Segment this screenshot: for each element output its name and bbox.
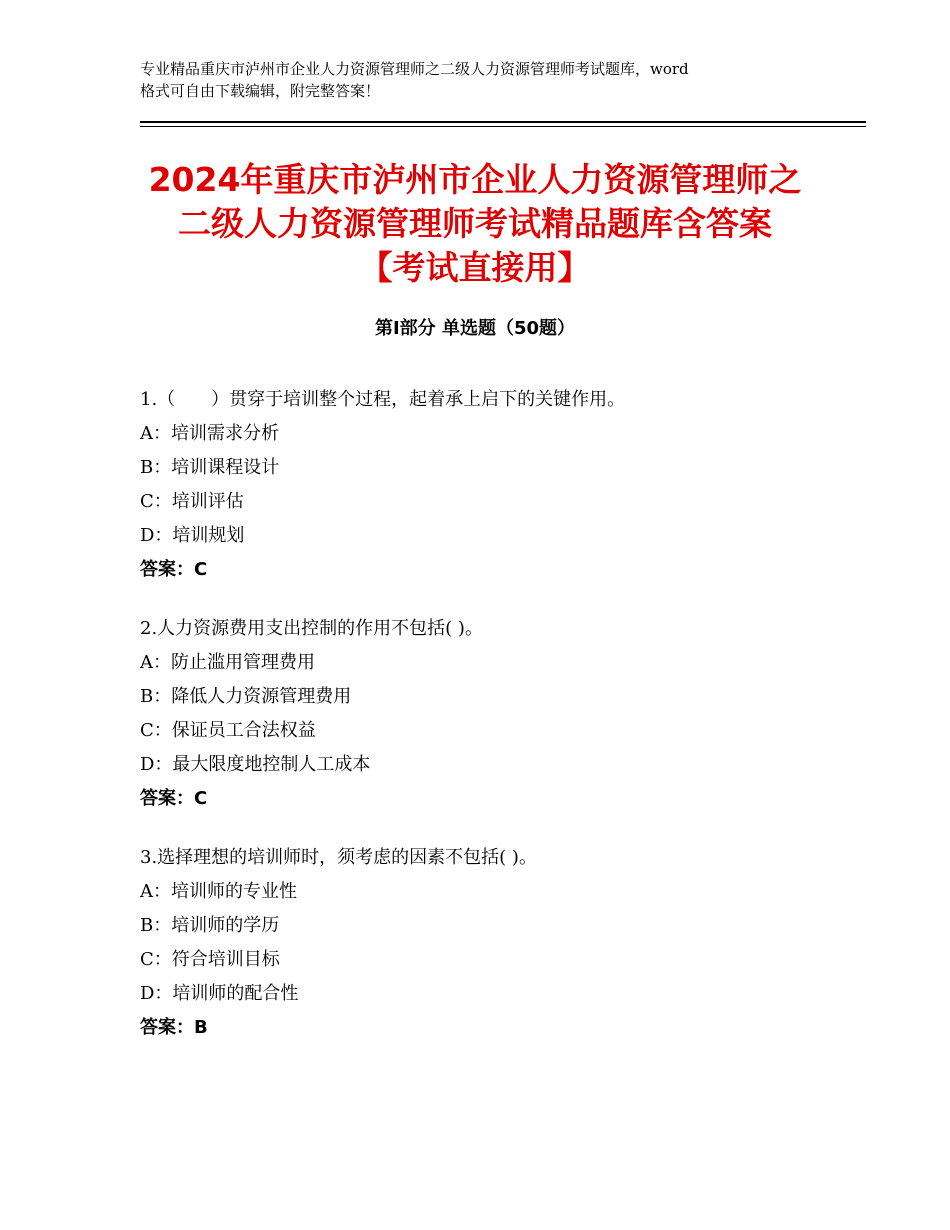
question-3 (140, 841, 860, 1045)
header-note-line-1: 专业精品重庆市泸州市企业人力资源管理师之二级人力资源管理师考试题库，word (140, 60, 689, 78)
title-line-1: 2024年重庆市泸州市企业人力资源管理师之 (148, 160, 802, 199)
document-title (120, 158, 830, 290)
header-rule-thin (140, 126, 866, 127)
title-line-2: 二级人力资源管理师考试精品题库含答案 (178, 204, 772, 243)
option-c: C：符合培训目标 (140, 949, 280, 970)
header-rule-thick (140, 121, 866, 123)
option-a: A：防止滥用管理费用 (140, 652, 315, 673)
question-stem: 3.选择理想的培训师时，须考虑的因素不包括( )。 (140, 847, 537, 868)
option-d: D：培训师的配合性 (140, 983, 299, 1004)
title-line-3: 【考试直接用】 (359, 248, 591, 287)
option-c: C：保证员工合法权益 (140, 720, 316, 741)
question-stem: 2.人力资源费用支出控制的作用不包括( )。 (140, 618, 483, 639)
header-note-line-2: 格式可自由下载编辑，附完整答案！ (140, 82, 381, 100)
option-a: A：培训师的专业性 (140, 881, 297, 902)
option-d: D：培训规划 (140, 525, 245, 546)
answer-label: 答案：B (140, 1017, 208, 1038)
question-list (140, 383, 860, 1070)
option-b: B：降低人力资源管理费用 (140, 686, 352, 707)
section-heading: 第Ⅰ部分 单选题（50题） (374, 318, 575, 339)
question-1 (140, 383, 860, 587)
option-c: C：培训评估 (140, 491, 244, 512)
option-b: B：培训师的学历 (140, 915, 280, 936)
question-2 (140, 612, 860, 816)
option-b: B：培训课程设计 (140, 457, 280, 478)
answer-label: 答案：C (140, 788, 208, 809)
option-d: D：最大限度地控制人工成本 (140, 754, 371, 775)
header-note (140, 58, 820, 102)
option-a: A：培训需求分析 (140, 423, 279, 444)
question-stem: 1.（ ）贯穿于培训整个过程，起着承上启下的关键作用。 (140, 389, 626, 410)
answer-label: 答案：C (140, 559, 208, 580)
